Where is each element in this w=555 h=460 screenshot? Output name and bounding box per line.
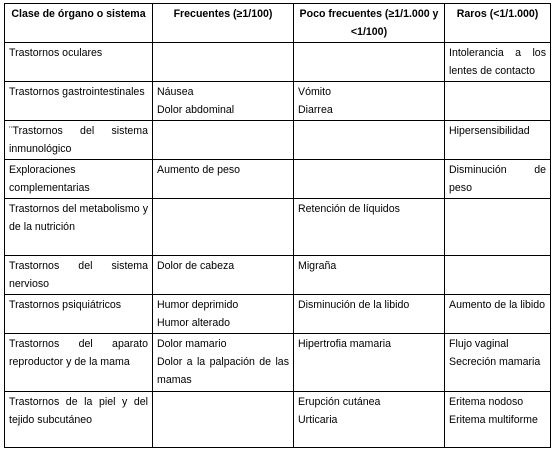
raros-cell <box>445 43 551 82</box>
table-row <box>5 256 551 295</box>
table-header-row <box>5 4 551 43</box>
organ-class-label: Trastornos psiquiátricos <box>9 299 122 311</box>
reaction-text: Eritema nodoso <box>449 396 524 408</box>
poco-frecuentes-cell <box>294 295 445 334</box>
reaction-text: Dolor de cabeza <box>157 260 235 272</box>
organ-class-label: Trastornos del aparato reproductor y de la mama <box>9 338 148 368</box>
header-frecuentes: Frecuentes (≥1/100) <box>153 4 294 43</box>
organ-class-cell <box>5 82 153 121</box>
header-poco-frecuentes: Poco frecuentes (≥1/1.000 y <1/100) <box>294 4 445 43</box>
adverse-reactions-table <box>4 3 551 448</box>
table-body <box>5 43 551 448</box>
raros-cell <box>445 256 551 295</box>
organ-class-cell <box>5 160 153 199</box>
frecuentes-cell <box>153 392 294 448</box>
table-row <box>5 121 551 160</box>
reaction-text: Hipersensibilidad <box>449 125 530 137</box>
organ-class-label: Trastornos del metabolismo y de la nutrición <box>9 203 148 233</box>
reaction-text: Disminución de peso <box>449 164 546 194</box>
reaction-text: Disminución de la libido <box>298 299 410 311</box>
reaction-text: Flujo vaginal <box>449 338 509 350</box>
organ-class-label: Exploraciones complementarias <box>9 164 90 194</box>
raros-cell <box>445 160 551 199</box>
table-row <box>5 295 551 334</box>
frecuentes-cell <box>153 199 294 256</box>
reaction-text: Humor alterado <box>157 317 231 329</box>
table-row <box>5 199 551 256</box>
organ-class-label: Trastornos de la piel y del tejido subcutáneo <box>9 396 148 426</box>
reaction-text: Diarrea <box>298 104 333 116</box>
reaction-text: Náusea <box>157 86 194 98</box>
poco-frecuentes-cell <box>294 43 445 82</box>
frecuentes-cell <box>153 334 294 392</box>
poco-frecuentes-cell <box>294 160 445 199</box>
table-row <box>5 160 551 199</box>
reaction-text: Aumento de peso <box>157 164 241 176</box>
reaction-text: Secreción mamaria <box>449 356 541 368</box>
poco-frecuentes-cell <box>294 392 445 448</box>
table-row <box>5 43 551 82</box>
reaction-text: Humor deprimido <box>157 299 239 311</box>
reaction-text: Dolor mamario <box>157 338 227 350</box>
organ-class-label: ¨Trastornos del sistema inmunológico <box>9 125 148 155</box>
table-row <box>5 334 551 392</box>
organ-class-label: Trastornos oculares <box>9 47 103 59</box>
reaction-text: Urticaria <box>298 414 338 426</box>
organ-class-cell <box>5 392 153 448</box>
reaction-text: Eritema multiforme <box>449 414 538 426</box>
organ-class-cell <box>5 43 153 82</box>
poco-frecuentes-cell <box>294 121 445 160</box>
poco-frecuentes-cell <box>294 334 445 392</box>
raros-cell <box>445 121 551 160</box>
frecuentes-cell <box>153 82 294 121</box>
poco-frecuentes-cell <box>294 199 445 256</box>
frecuentes-cell <box>153 256 294 295</box>
raros-cell <box>445 392 551 448</box>
frecuentes-cell <box>153 295 294 334</box>
frecuentes-cell <box>153 121 294 160</box>
raros-cell <box>445 334 551 392</box>
organ-class-cell <box>5 199 153 256</box>
table-row <box>5 82 551 121</box>
frecuentes-cell <box>153 43 294 82</box>
reaction-text: Hipertrofia mamaria <box>298 338 392 350</box>
organ-class-cell <box>5 256 153 295</box>
poco-frecuentes-cell <box>294 82 445 121</box>
reaction-text: Dolor a la palpación de las mamas <box>157 356 289 386</box>
raros-cell <box>445 295 551 334</box>
reaction-text: Erupción cutánea <box>298 396 381 408</box>
organ-class-cell <box>5 334 153 392</box>
organ-class-cell <box>5 295 153 334</box>
header-raros: Raros (<1/1.000) <box>445 4 551 43</box>
reaction-text: Intolerancia a los lentes de contacto <box>449 47 546 77</box>
organ-class-label: Trastornos del sistema nervioso <box>9 260 148 290</box>
header-organ-class: Clase de órgano o sistema <box>5 4 153 43</box>
organ-class-cell <box>5 121 153 160</box>
organ-class-label: Trastornos gastrointestinales <box>9 86 145 98</box>
table-row <box>5 392 551 448</box>
raros-cell <box>445 82 551 121</box>
frecuentes-cell <box>153 160 294 199</box>
poco-frecuentes-cell <box>294 256 445 295</box>
adverse-reactions-table-wrapper <box>4 3 551 448</box>
reaction-text: Retención de líquidos <box>298 203 400 215</box>
raros-cell <box>445 199 551 256</box>
reaction-text: Migraña <box>298 260 337 272</box>
reaction-text: Aumento de la libido <box>449 299 545 311</box>
reaction-text: Dolor abdominal <box>157 104 235 116</box>
reaction-text: Vómito <box>298 86 331 98</box>
